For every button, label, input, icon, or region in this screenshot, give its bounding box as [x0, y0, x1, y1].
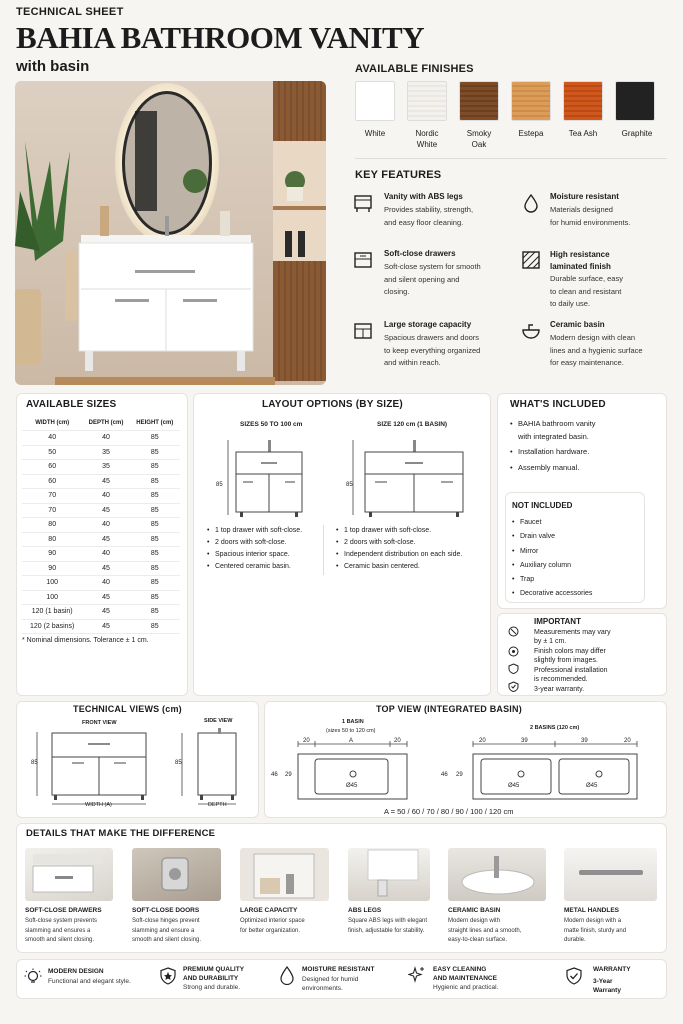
table-cell: 70 — [22, 489, 82, 504]
palette-icon — [508, 646, 519, 657]
detail-photo-legs — [348, 848, 430, 901]
layout-right-height: 85 — [346, 482, 353, 488]
table-cell: 90 — [22, 547, 82, 562]
two-basin-label: 2 BASINS (120 cm) — [530, 725, 580, 731]
important-item: 3-year warranty. — [534, 686, 585, 693]
dim-label: 39 — [581, 738, 588, 744]
layout-right-subtitle: SIZE 120 cm (1 BASIN) — [377, 421, 448, 428]
table-cell: 85 — [130, 503, 180, 518]
detail-title: METAL HANDLES — [564, 907, 620, 914]
table-cell: 85 — [130, 590, 180, 605]
feature-desc: Provides stability, strength, and easy floor cleaning. — [384, 205, 474, 227]
feature-desc: Modern design with clean lines and a hygienic surface for easy maintenance. — [550, 333, 643, 367]
detail-title: SOFT-CLOSE DRAWERS — [25, 907, 102, 914]
table-row — [22, 561, 180, 576]
layout-title: LAYOUT OPTIONS (BY SIZE) — [262, 399, 403, 410]
column-header: DEPTH (cm) — [82, 416, 129, 431]
finish-swatch-tea-ash[interactable] — [563, 81, 603, 121]
finish-swatch-graphite[interactable] — [615, 81, 655, 121]
sizes-title: AVAILABLE SIZES — [26, 399, 117, 410]
table-row — [22, 532, 180, 547]
detail-photo-basin — [448, 848, 546, 901]
finish-swatch-white[interactable] — [355, 81, 395, 121]
detail-photo-interior — [240, 848, 329, 901]
water-drop-icon — [279, 966, 295, 985]
table-cell: 120 (1 basin) — [22, 605, 82, 620]
finish-label: Graphite — [621, 129, 653, 138]
detail-photo-drawer — [25, 848, 113, 901]
table-cell: 100 — [22, 590, 82, 605]
finish-label: Nordic White — [415, 129, 439, 149]
table-row — [22, 489, 180, 504]
list-item: • 1 top drawer with soft-close. — [336, 525, 462, 537]
footer-desc: Designed for humid environments. — [302, 976, 359, 992]
list-item: • 2 doors with soft-close. — [336, 537, 462, 549]
details-title: DETAILS THAT MAKE THE DIFFERENCE — [26, 828, 216, 839]
hole-label: Ø45 — [346, 783, 358, 789]
list-item: • Installation hardware. — [510, 446, 660, 459]
sizes-table — [22, 416, 180, 634]
divider — [355, 158, 667, 159]
feature-title: Vanity with ABS legs — [384, 192, 463, 201]
ruler-icon — [508, 626, 519, 637]
tech-views-title: TECHNICAL VIEWS (cm) — [73, 704, 182, 714]
table-cell: 40 — [82, 547, 129, 562]
list-item: • Decorative accessories — [512, 587, 592, 601]
table-cell: 85 — [130, 605, 180, 620]
table-cell: 40 — [82, 576, 129, 591]
important-title: IMPORTANT — [534, 617, 581, 626]
layout-left-list — [207, 525, 302, 573]
table-row — [22, 576, 180, 591]
table-cell: 85 — [130, 619, 180, 634]
table-cell: 85 — [130, 460, 180, 475]
table-cell: 35 — [82, 460, 129, 475]
storage-icon — [353, 321, 373, 341]
depth-label: DEPTH — [208, 802, 227, 808]
page-subtitle: with basin — [16, 58, 90, 75]
table-row — [22, 460, 180, 475]
shield-icon — [160, 967, 176, 985]
list-item: • Assembly manual. — [510, 462, 660, 475]
list-item: • Independent distribution on each side. — [336, 549, 462, 561]
footer-desc: Strong and durable. — [183, 984, 241, 991]
table-cell: 85 — [130, 576, 180, 591]
detail-desc: Modern design with straight lines and a smooth, easy-to-clean surface. — [448, 918, 522, 943]
list-item: • Mirror — [512, 545, 592, 559]
table-cell: 45 — [82, 503, 129, 518]
table-cell: 40 — [82, 518, 129, 533]
table-cell: 70 — [22, 503, 82, 518]
important-item: Measurements may vary by ± 1 cm. — [534, 629, 611, 645]
page-title: BAHIA BATHROOM VANITY — [16, 20, 425, 55]
column-header: HEIGHT (cm) — [130, 416, 180, 431]
table-cell: 60 — [22, 474, 82, 489]
hole-label: Ø45 — [586, 783, 598, 789]
table-cell: 85 — [130, 561, 180, 576]
table-cell: 40 — [82, 431, 129, 446]
dim-label: 39 — [521, 738, 528, 744]
side-height-label: 85 — [175, 760, 182, 766]
not-included-title: NOT INCLUDED — [512, 501, 573, 510]
layout-right-list — [336, 525, 462, 573]
top-view-title: TOP VIEW (INTEGRATED BASIN) — [376, 704, 522, 714]
table-row — [22, 590, 180, 605]
table-cell: 45 — [82, 532, 129, 547]
list-item: • 2 doors with soft-close. — [207, 537, 302, 549]
dim-label: 20 — [479, 738, 486, 744]
table-cell: 60 — [22, 460, 82, 475]
divider — [323, 525, 324, 575]
table-cell: 90 — [22, 561, 82, 576]
dim-label: 46 — [271, 772, 278, 778]
list-item: • Auxiliary column — [512, 559, 592, 573]
feature-title: Soft-close drawers — [384, 249, 456, 258]
finish-swatch-nordic-white[interactable] — [407, 81, 447, 121]
finish-label: Estepa — [518, 129, 544, 138]
front-view-drawing — [28, 728, 158, 810]
important-item: Professional installation is recommended. — [534, 667, 608, 683]
detail-desc: Square ABS legs with elegant finish, adjustable for stability. — [348, 918, 428, 934]
feature-title: Moisture resistant — [550, 192, 619, 201]
list-item: • 1 top drawer with soft-close. — [207, 525, 302, 537]
finish-label: Tea Ash — [568, 129, 598, 138]
detail-desc: Soft-close hinges prevent slamming and ensure a smooth and silent closing. — [132, 918, 202, 943]
finish-swatch-smoky-oak[interactable] — [459, 81, 499, 121]
dim-label: 20 — [303, 738, 310, 744]
table-cell: 40 — [82, 489, 129, 504]
dim-label: 46 — [441, 772, 448, 778]
important-item: Finish colors may differ slightly from images. — [534, 648, 606, 664]
footer-title: EASY CLEANING AND MAINTENANCE — [433, 966, 497, 982]
table-cell: 100 — [22, 576, 82, 591]
table-cell: 45 — [82, 605, 129, 620]
table-row — [22, 474, 180, 489]
detail-title: SOFT-CLOSE DOORS — [132, 907, 200, 914]
drawer-icon — [353, 250, 373, 270]
table-cell: 85 — [130, 474, 180, 489]
column-header: WIDTH (cm) — [22, 416, 82, 431]
detail-title: CERAMIC BASIN — [448, 907, 501, 914]
front-height-label: 85 — [31, 760, 38, 766]
list-item: • Drain valve — [512, 530, 592, 544]
table-row — [22, 503, 180, 518]
front-view-label: FRONT VIEW — [82, 720, 117, 726]
tool-icon — [508, 663, 519, 674]
table-row — [22, 431, 180, 446]
finish-label: White — [364, 129, 386, 138]
table-cell: 35 — [82, 445, 129, 460]
dim-label: 29 — [456, 772, 463, 778]
footer-title: MOISTURE RESISTANT — [302, 966, 375, 973]
check-shield-icon — [508, 681, 519, 692]
sparkle-icon — [408, 966, 426, 984]
water-drop-icon — [521, 193, 541, 213]
footer-desc: 3-Year Warranty — [593, 978, 621, 994]
feature-title: Ceramic basin — [550, 320, 605, 329]
table-cell: 85 — [130, 547, 180, 562]
basin-icon — [521, 321, 541, 341]
list-item: • Faucet — [512, 516, 592, 530]
table-cell: 120 (2 basins) — [22, 619, 82, 634]
side-view-label: SIDE VIEW — [204, 718, 233, 724]
lightbulb-icon — [24, 968, 42, 986]
list-item: • BAHIA bathroom vanity with integrated basin. — [510, 418, 660, 443]
detail-desc: Optimized interior space for better organization. — [240, 918, 305, 934]
table-row — [22, 445, 180, 460]
sizes-note: * Nominal dimensions. Tolerance ± 1 cm. — [22, 637, 149, 644]
table-cell: 45 — [82, 474, 129, 489]
table-cell: 85 — [130, 532, 180, 547]
included-list — [510, 418, 660, 474]
feature-title: Large storage capacity — [384, 320, 472, 329]
list-item: • Centered ceramic basin. — [207, 561, 302, 573]
hole-label: Ø45 — [508, 783, 520, 789]
one-basin-label: 1 BASIN — [342, 719, 364, 725]
footer-title: WARRANTY — [593, 966, 631, 973]
dim-label: 20 — [394, 738, 401, 744]
table-cell: 85 — [130, 445, 180, 460]
list-item: • Trap — [512, 573, 592, 587]
list-item: • Spacious interior space. — [207, 549, 302, 561]
list-item: • Ceramic basin centered. — [336, 561, 462, 573]
dim-label: 29 — [285, 772, 292, 778]
finish-label: Smoky Oak — [466, 129, 492, 149]
table-cell: 45 — [82, 619, 129, 634]
one-basin-sub: (sizes 50 to 120 cm) — [326, 728, 376, 734]
table-cell: 85 — [130, 431, 180, 446]
feature-desc: Durable surface, easy to clean and resistant to daily use. — [550, 274, 623, 308]
table-row — [22, 547, 180, 562]
table-row — [22, 518, 180, 533]
dim-label: A — [349, 738, 354, 744]
detail-photo-handle — [564, 848, 657, 901]
layout-right-drawing — [345, 435, 470, 520]
detail-photo-hinge — [132, 848, 221, 901]
table-row — [22, 605, 180, 620]
layout-left-drawing — [213, 435, 313, 520]
header-kicker: TECHNICAL SHEET — [16, 6, 124, 18]
laminate-icon — [521, 250, 541, 270]
footer-title: PREMIUM QUALITY AND DURABILITY — [183, 966, 245, 982]
finish-swatch-estepa[interactable] — [511, 81, 551, 121]
table-cell: 85 — [130, 489, 180, 504]
table-cell: 45 — [82, 590, 129, 605]
detail-title: LARGE CAPACITY — [240, 907, 298, 914]
footer-title: MODERN DESIGN — [48, 968, 104, 975]
table-cell: 40 — [22, 431, 82, 446]
detail-title: ABS LEGS — [348, 907, 382, 914]
size-formula: A = 50 / 60 / 70 / 80 / 90 / 100 / 120 cm — [384, 807, 514, 816]
features-title: KEY FEATURES — [355, 169, 442, 181]
table-cell: 50 — [22, 445, 82, 460]
feature-desc: Soft-close system for smooth and silent opening and closing. — [384, 262, 481, 296]
feature-desc: Materials designed for humid environments. — [550, 205, 631, 227]
not-included-list — [512, 516, 592, 602]
layout-left-subtitle: SIZES 50 TO 100 cm — [240, 421, 303, 428]
width-label: WIDTH (A) — [85, 802, 112, 808]
finishes-title: AVAILABLE FINISHES — [355, 63, 474, 75]
included-title: WHAT'S INCLUDED — [510, 399, 606, 410]
footer-desc: Hygienic and practical. — [433, 984, 499, 991]
detail-desc: Modern design with a matte finish, sturdy and durable. — [564, 918, 627, 943]
dim-label: 20 — [624, 738, 631, 744]
table-cell: 45 — [82, 561, 129, 576]
side-view-drawing — [178, 728, 248, 810]
table-row — [22, 619, 180, 634]
table-cell: 85 — [130, 518, 180, 533]
feature-title: High resistance laminated finish — [550, 250, 611, 271]
two-basin-drawing — [470, 737, 640, 805]
table-cell: 80 — [22, 518, 82, 533]
product-photo — [15, 81, 326, 385]
footer-desc: Functional and elegant style. — [48, 978, 131, 985]
one-basin-drawing — [295, 737, 410, 805]
feature-desc: Spacious drawers and doors to keep everything organized and within reach. — [384, 333, 481, 367]
vanity-legs-icon — [353, 193, 373, 213]
check-shield-icon — [566, 967, 582, 985]
layout-left-height: 85 — [216, 482, 223, 488]
detail-desc: Soft-close system prevents slamming and ensures a smooth and silent closing. — [25, 918, 98, 943]
table-cell: 80 — [22, 532, 82, 547]
